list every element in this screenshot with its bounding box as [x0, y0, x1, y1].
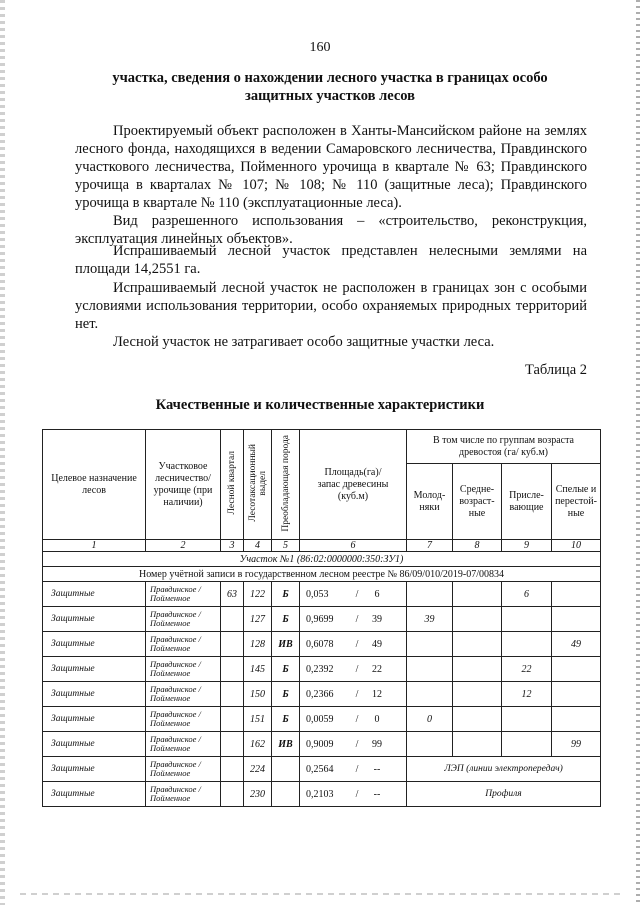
- col-header-purpose: [43, 430, 146, 540]
- young-line-2: няки: [419, 501, 440, 513]
- table-row: [43, 782, 601, 807]
- cell-mature: [552, 582, 601, 607]
- cell-area: 0,9699: [306, 613, 334, 625]
- cell-area-separator: /: [355, 763, 359, 775]
- cell-maturing: [502, 732, 552, 757]
- cell-tract-line-1: Правдинское /: [150, 708, 201, 719]
- table-caption: Таблица 2: [524, 362, 587, 378]
- column-number: 9: [502, 540, 552, 552]
- cell-purpose: Защитные: [43, 682, 146, 707]
- cell-young: [407, 682, 453, 707]
- cell-area: 0,0059: [306, 713, 334, 725]
- cell-maturing: [502, 707, 552, 732]
- paragraph-permitted-use: Вид разрешенного использования – «строительство, реконструкция, эксплуатация линейных объектов».: [75, 213, 587, 247]
- cell-mature: [552, 657, 601, 682]
- cell-quarter: [221, 632, 244, 657]
- cell-young: [407, 657, 453, 682]
- cell-tract-line-2: Пойменное: [150, 593, 191, 603]
- cell-middle-aged: [453, 732, 502, 757]
- cell-tract: [146, 682, 221, 707]
- cell-middle-aged: [453, 682, 502, 707]
- cell-tract-line-1: Правдинское /: [150, 783, 201, 794]
- cell-species: Б: [272, 607, 300, 632]
- maturing-line-1: Присле-: [509, 489, 544, 501]
- cell-area: 0,2392: [306, 663, 334, 675]
- cell-young: 0: [407, 707, 453, 732]
- cell-area-separator: /: [355, 688, 359, 700]
- cell-middle-aged: [453, 657, 502, 682]
- col-header-young: [407, 464, 453, 540]
- table-row: [43, 607, 601, 632]
- cell-area: 0,9009: [306, 738, 334, 750]
- column-number: 1: [43, 540, 146, 552]
- cell-stock: 0: [374, 713, 380, 725]
- cell-quarter: [221, 757, 244, 782]
- column-number: 2: [146, 540, 221, 552]
- cell-middle-aged: [453, 607, 502, 632]
- cell-species: Б: [272, 682, 300, 707]
- cell-purpose: Защитные: [43, 757, 146, 782]
- col-header-mature: [552, 464, 601, 540]
- column-number-row: [43, 540, 601, 552]
- column-number: 6: [300, 540, 407, 552]
- cell-tract-line-1: Правдинское /: [150, 733, 201, 744]
- cell-species: [272, 757, 300, 782]
- middle-line-1: Средне-: [459, 483, 495, 495]
- cell-tract-line-1: Правдинское /: [150, 658, 201, 669]
- column-number: 10: [552, 540, 601, 552]
- table-title: Качественные и количественные характеристики: [155, 397, 485, 413]
- cell-maturing: [502, 632, 552, 657]
- col-header-compartment: [244, 430, 272, 540]
- cell-purpose: Защитные: [43, 607, 146, 632]
- cell-young: [407, 632, 453, 657]
- column-number: 5: [272, 540, 300, 552]
- cell-stock: 22: [372, 663, 382, 675]
- mature-line-1: Спелые и: [555, 483, 597, 495]
- cell-young: [407, 732, 453, 757]
- cell-area-stock: [300, 582, 407, 607]
- area-header-line-2: запас древесины: [317, 478, 389, 490]
- cell-tract-line-2: Пойменное: [150, 668, 191, 678]
- cell-purpose: Защитные: [43, 732, 146, 757]
- cell-young: 39: [407, 607, 453, 632]
- age-groups-line-1: В том числе по группам возраста: [433, 434, 574, 446]
- cell-maturing: 22: [502, 657, 552, 682]
- cell-species: ИВ: [272, 632, 300, 657]
- cell-area-separator: /: [355, 613, 359, 625]
- cell-tract-line-1: Правдинское /: [150, 608, 201, 619]
- scan-edge-left: [0, 0, 5, 905]
- cell-tract-line-2: Пойменное: [150, 768, 191, 778]
- column-number: 8: [453, 540, 502, 552]
- table-row: [43, 682, 601, 707]
- col-header-tract-text: Участковое лесничество/ урочище (при наличии): [153, 460, 213, 508]
- cell-area-stock: [300, 682, 407, 707]
- cell-quarter: [221, 657, 244, 682]
- cell-tract-line-2: Пойменное: [150, 743, 191, 753]
- column-number: 4: [244, 540, 272, 552]
- cell-compartment: 224: [244, 757, 272, 782]
- col-header-tract: [146, 430, 221, 540]
- compartment-line-1: Лесотаксационный: [247, 444, 258, 522]
- cell-area-separator: /: [355, 588, 359, 600]
- cell-stock: --: [373, 763, 381, 775]
- col-header-area: [300, 430, 407, 540]
- table-row: [43, 657, 601, 682]
- cell-young: [407, 582, 453, 607]
- col-header-maturing: [502, 464, 552, 540]
- cell-compartment: 122: [244, 582, 272, 607]
- cell-compartment: 230: [244, 782, 272, 807]
- cell-area-stock: [300, 632, 407, 657]
- table-row: [43, 732, 601, 757]
- col-header-species-text: Преобладающая порода: [280, 434, 291, 532]
- cell-tract: [146, 657, 221, 682]
- column-number: 3: [221, 540, 244, 552]
- cell-compartment: 127: [244, 607, 272, 632]
- cell-area-separator: /: [355, 713, 359, 725]
- cell-tract-line-2: Пойменное: [150, 643, 191, 653]
- cell-stock: 39: [372, 613, 382, 625]
- cell-area-separator: /: [355, 663, 359, 675]
- col-header-species: [272, 430, 300, 540]
- cell-tract-line-1: Правдинское /: [150, 583, 201, 594]
- cell-tract: [146, 707, 221, 732]
- cell-tract-line-2: Пойменное: [150, 718, 191, 728]
- paragraph-location: Проектируемый объект расположен в Ханты-Мансийском районе на землях лесного фонда, находящихся в ведении Самаровского лесничества, Правдинского участкового лесничества, Пойменного урочища в квартале № 63; Правдинского урочища в кварталах № 107; № 108; № 110 (защитные леса); Правдинского урочища в квартале № 110 (эксплуатационные леса).: [75, 123, 587, 211]
- paragraph-protective-areas: Лесной участок не затрагивает особо защитные участки леса.: [113, 334, 495, 350]
- cell-tract-line-1: Правдинское /: [150, 683, 201, 694]
- plot-section-label: Участок №1 (86:02:0000000:350:ЗУ1): [43, 552, 601, 567]
- cell-area: 0,053: [306, 588, 329, 600]
- col-header-age-groups: [407, 430, 601, 464]
- registry-row: [43, 567, 601, 582]
- cell-area: 0,2103: [306, 788, 334, 800]
- cell-stock: 99: [372, 738, 382, 750]
- scan-edge-right: [636, 0, 640, 905]
- cell-quarter: [221, 682, 244, 707]
- col-header-compartment-text: [248, 444, 268, 522]
- table-row: [43, 582, 601, 607]
- table-row: [43, 757, 601, 782]
- cell-area-stock: [300, 732, 407, 757]
- cell-species: Б: [272, 657, 300, 682]
- cell-stock: --: [373, 788, 381, 800]
- cell-tract: [146, 782, 221, 807]
- cell-quarter: 63: [221, 582, 244, 607]
- section-heading: [60, 69, 600, 105]
- young-line-1: Молод-: [413, 489, 446, 501]
- cell-tract: [146, 732, 221, 757]
- area-header-line-1: Площадь(га)/: [324, 466, 382, 478]
- cell-middle-aged: [453, 707, 502, 732]
- column-number: 7: [407, 540, 453, 552]
- cell-tract: [146, 582, 221, 607]
- cell-maturing: 6: [502, 582, 552, 607]
- cell-area-stock: [300, 782, 407, 807]
- cell-tract: [146, 632, 221, 657]
- middle-line-3: ные: [468, 507, 486, 519]
- cell-stock: 12: [372, 688, 382, 700]
- cell-purpose: Защитные: [43, 657, 146, 682]
- cell-species: ИВ: [272, 732, 300, 757]
- cell-quarter: [221, 782, 244, 807]
- col-header-quarter: [221, 430, 244, 540]
- registry-label: Номер учётной записи в государственном лесном реестре № 86/09/010/2019-07/00834: [43, 567, 601, 582]
- age-groups-line-2: древостоя (га/ куб.м): [459, 446, 548, 458]
- cell-species: [272, 782, 300, 807]
- cell-mature: 99: [552, 732, 601, 757]
- cell-tract-line-2: Пойменное: [150, 618, 191, 628]
- cell-tract: [146, 757, 221, 782]
- characteristics-table: [42, 429, 601, 807]
- col-header-middle-aged: [453, 464, 502, 540]
- cell-note: ЛЭП (линии электропередач): [407, 757, 601, 782]
- table-row: [43, 707, 601, 732]
- cell-compartment: 145: [244, 657, 272, 682]
- mature-line-3: ные: [567, 507, 585, 519]
- cell-stock: 49: [372, 638, 382, 650]
- cell-compartment: 162: [244, 732, 272, 757]
- cell-tract-line-1: Правдинское /: [150, 633, 201, 644]
- table-row: [43, 632, 601, 657]
- cell-compartment: 128: [244, 632, 272, 657]
- col-header-quarter-text: Лесной квартал: [227, 451, 237, 515]
- cell-tract-line-1: Правдинское /: [150, 758, 201, 769]
- cell-area-stock: [300, 607, 407, 632]
- cell-tract-line-2: Пойменное: [150, 793, 191, 803]
- cell-maturing: [502, 607, 552, 632]
- cell-quarter: [221, 607, 244, 632]
- cell-purpose: Защитные: [43, 582, 146, 607]
- middle-line-2: возраст-: [459, 495, 495, 507]
- cell-purpose: Защитные: [43, 632, 146, 657]
- cell-mature: [552, 607, 601, 632]
- cell-tract: [146, 607, 221, 632]
- cell-area: 0,2366: [306, 688, 334, 700]
- plot-section-row: [43, 552, 601, 567]
- cell-area-separator: /: [355, 738, 359, 750]
- scan-artifact-bottom: [20, 893, 620, 895]
- paragraph-land-area: Испрашиваемый лесной участок представлен нелесными землями на площади 14,2551 га.: [75, 243, 587, 277]
- cell-compartment: 151: [244, 707, 272, 732]
- cell-area: 0,2564: [306, 763, 334, 775]
- compartment-line-2: выдел: [257, 470, 268, 496]
- cell-tract-line-2: Пойменное: [150, 693, 191, 703]
- cell-mature: 49: [552, 632, 601, 657]
- heading-line-2: защитных участков лесов: [245, 88, 415, 104]
- mature-line-2: перестой-: [555, 495, 597, 507]
- cell-middle-aged: [453, 582, 502, 607]
- heading-line-1: участка, сведения о нахождении лесного участка в границах особо: [112, 70, 548, 86]
- page-number: 160: [309, 40, 331, 55]
- maturing-line-2: вающие: [509, 501, 544, 513]
- cell-purpose: Защитные: [43, 707, 146, 732]
- cell-mature: [552, 707, 601, 732]
- cell-purpose: Защитные: [43, 782, 146, 807]
- cell-area-separator: /: [355, 788, 359, 800]
- cell-species: Б: [272, 707, 300, 732]
- cell-area-stock: [300, 757, 407, 782]
- cell-stock: 6: [374, 588, 380, 600]
- cell-area-separator: /: [355, 638, 359, 650]
- cell-area-stock: [300, 707, 407, 732]
- cell-area: 0,6078: [306, 638, 334, 650]
- col-header-purpose-text: Целевое назначение лесов: [51, 472, 137, 496]
- cell-note: Профиля: [407, 782, 601, 807]
- paragraph-special-zones: Испрашиваемый лесной участок не расположен в границах зон с особыми условиями использования территории, особо охраняемых природных территорий нет.: [75, 280, 587, 332]
- area-header-line-3: (куб.м): [337, 490, 369, 502]
- cell-quarter: [221, 732, 244, 757]
- cell-mature: [552, 682, 601, 707]
- cell-compartment: 150: [244, 682, 272, 707]
- cell-area-stock: [300, 657, 407, 682]
- cell-maturing: 12: [502, 682, 552, 707]
- cell-middle-aged: [453, 632, 502, 657]
- cell-quarter: [221, 707, 244, 732]
- cell-species: Б: [272, 582, 300, 607]
